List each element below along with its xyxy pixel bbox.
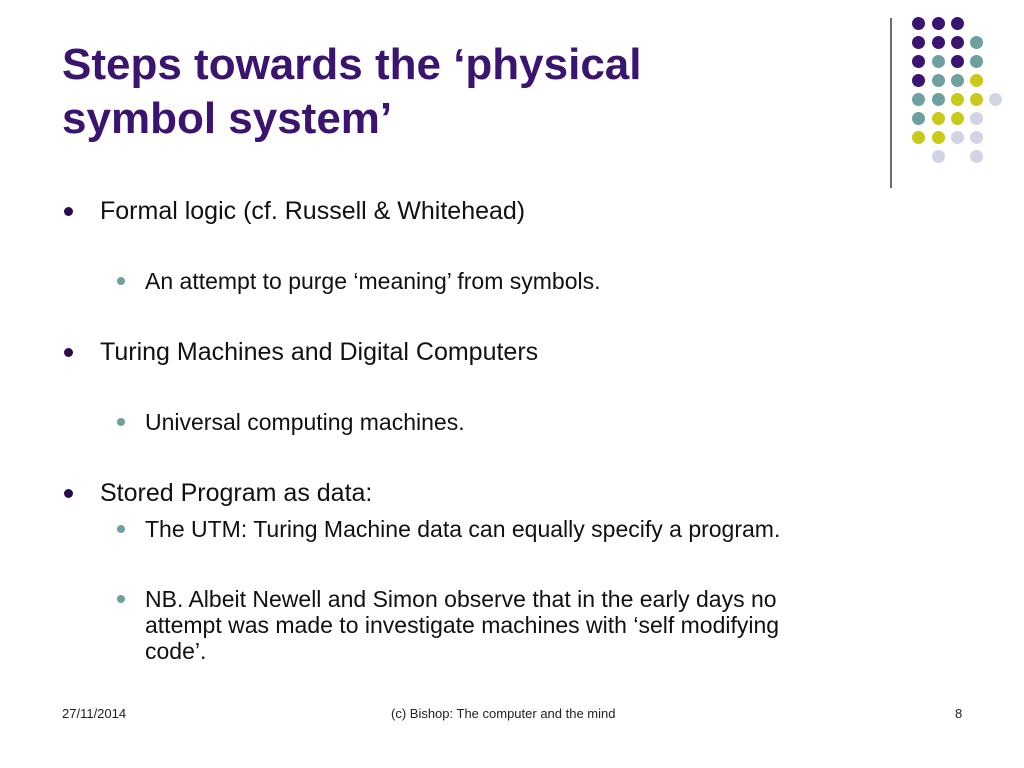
decorative-dot <box>951 112 964 125</box>
decorative-dot <box>989 93 1002 106</box>
bullet-stored-program <box>100 479 372 507</box>
bullet-formal-logic <box>100 197 525 225</box>
decorative-dot <box>932 36 945 49</box>
bullet-text: An attempt to purge ‘meaning’ from symbols. <box>145 268 601 294</box>
bullet-text: Turing Machines and Digital Computers <box>100 338 539 366</box>
page-number: 8 <box>955 706 963 721</box>
decorative-dot <box>970 74 983 87</box>
decorative-dot <box>951 36 964 49</box>
decorative-dot <box>970 93 983 106</box>
bullet-marker-icon <box>64 207 73 216</box>
decorative-dot <box>912 131 925 144</box>
decorative-dot <box>970 150 983 163</box>
decorative-dot <box>970 112 983 125</box>
slide-title-line-1: Steps towards the ‘physical <box>62 40 642 89</box>
decorative-dot <box>970 55 983 68</box>
decorative-dot <box>932 74 945 87</box>
slide-title-line-2: symbol system’ <box>62 94 393 143</box>
sub-bullet-purge-meaning <box>145 268 601 294</box>
sub-bullet-universal-computing <box>145 409 465 435</box>
sub-bullet-marker-icon <box>117 277 125 285</box>
decorative-dot <box>932 112 945 125</box>
decorative-dot <box>970 36 983 49</box>
decorative-dot <box>912 112 925 125</box>
decorative-dot-grid <box>0 0 1024 200</box>
decorative-dot <box>970 131 983 144</box>
decorative-dot <box>912 36 925 49</box>
bullet-text: Formal logic (cf. Russell & Whitehead) <box>100 197 526 225</box>
decorative-dot <box>932 150 945 163</box>
decorative-dot <box>932 93 945 106</box>
decorative-dot <box>912 55 925 68</box>
footer-credit: (c) Bishop: The computer and the mind <box>391 706 616 721</box>
bullet-text: Stored Program as data: <box>100 479 373 507</box>
bullet-text: The UTM: Turing Machine data can equally specify a program. <box>145 516 781 542</box>
footer-date: 27/11/2014 <box>62 706 127 721</box>
sub-bullet-marker-icon <box>117 418 125 426</box>
bullet-turing-machines <box>100 338 538 366</box>
bullet-text: Universal computing machines. <box>145 409 465 435</box>
sub-bullet-utm <box>145 516 780 542</box>
decorative-dot <box>951 131 964 144</box>
bullet-text-line-3: code’. <box>145 638 207 664</box>
bullet-marker-icon <box>64 348 73 357</box>
decorative-dot <box>951 55 964 68</box>
decorative-dot <box>912 17 925 30</box>
bullet-text-line-1: NB. Albeit Newell and Simon observe that in the early days no <box>145 586 777 612</box>
decorative-dot <box>932 55 945 68</box>
decorative-dot <box>912 74 925 87</box>
decorative-dot <box>951 93 964 106</box>
sub-bullet-marker-icon <box>117 525 125 533</box>
decorative-dot <box>951 17 964 30</box>
bullet-text-line-2: attempt was made to investigate machines with ‘self modifying <box>145 612 780 638</box>
bullet-marker-icon <box>64 489 73 498</box>
decorative-dot <box>912 93 925 106</box>
decorative-dot <box>932 17 945 30</box>
sub-bullet-marker-icon <box>117 595 125 603</box>
decorative-dot <box>932 131 945 144</box>
sub-bullet-newell-simon <box>145 586 779 664</box>
decorative-dot <box>951 74 964 87</box>
